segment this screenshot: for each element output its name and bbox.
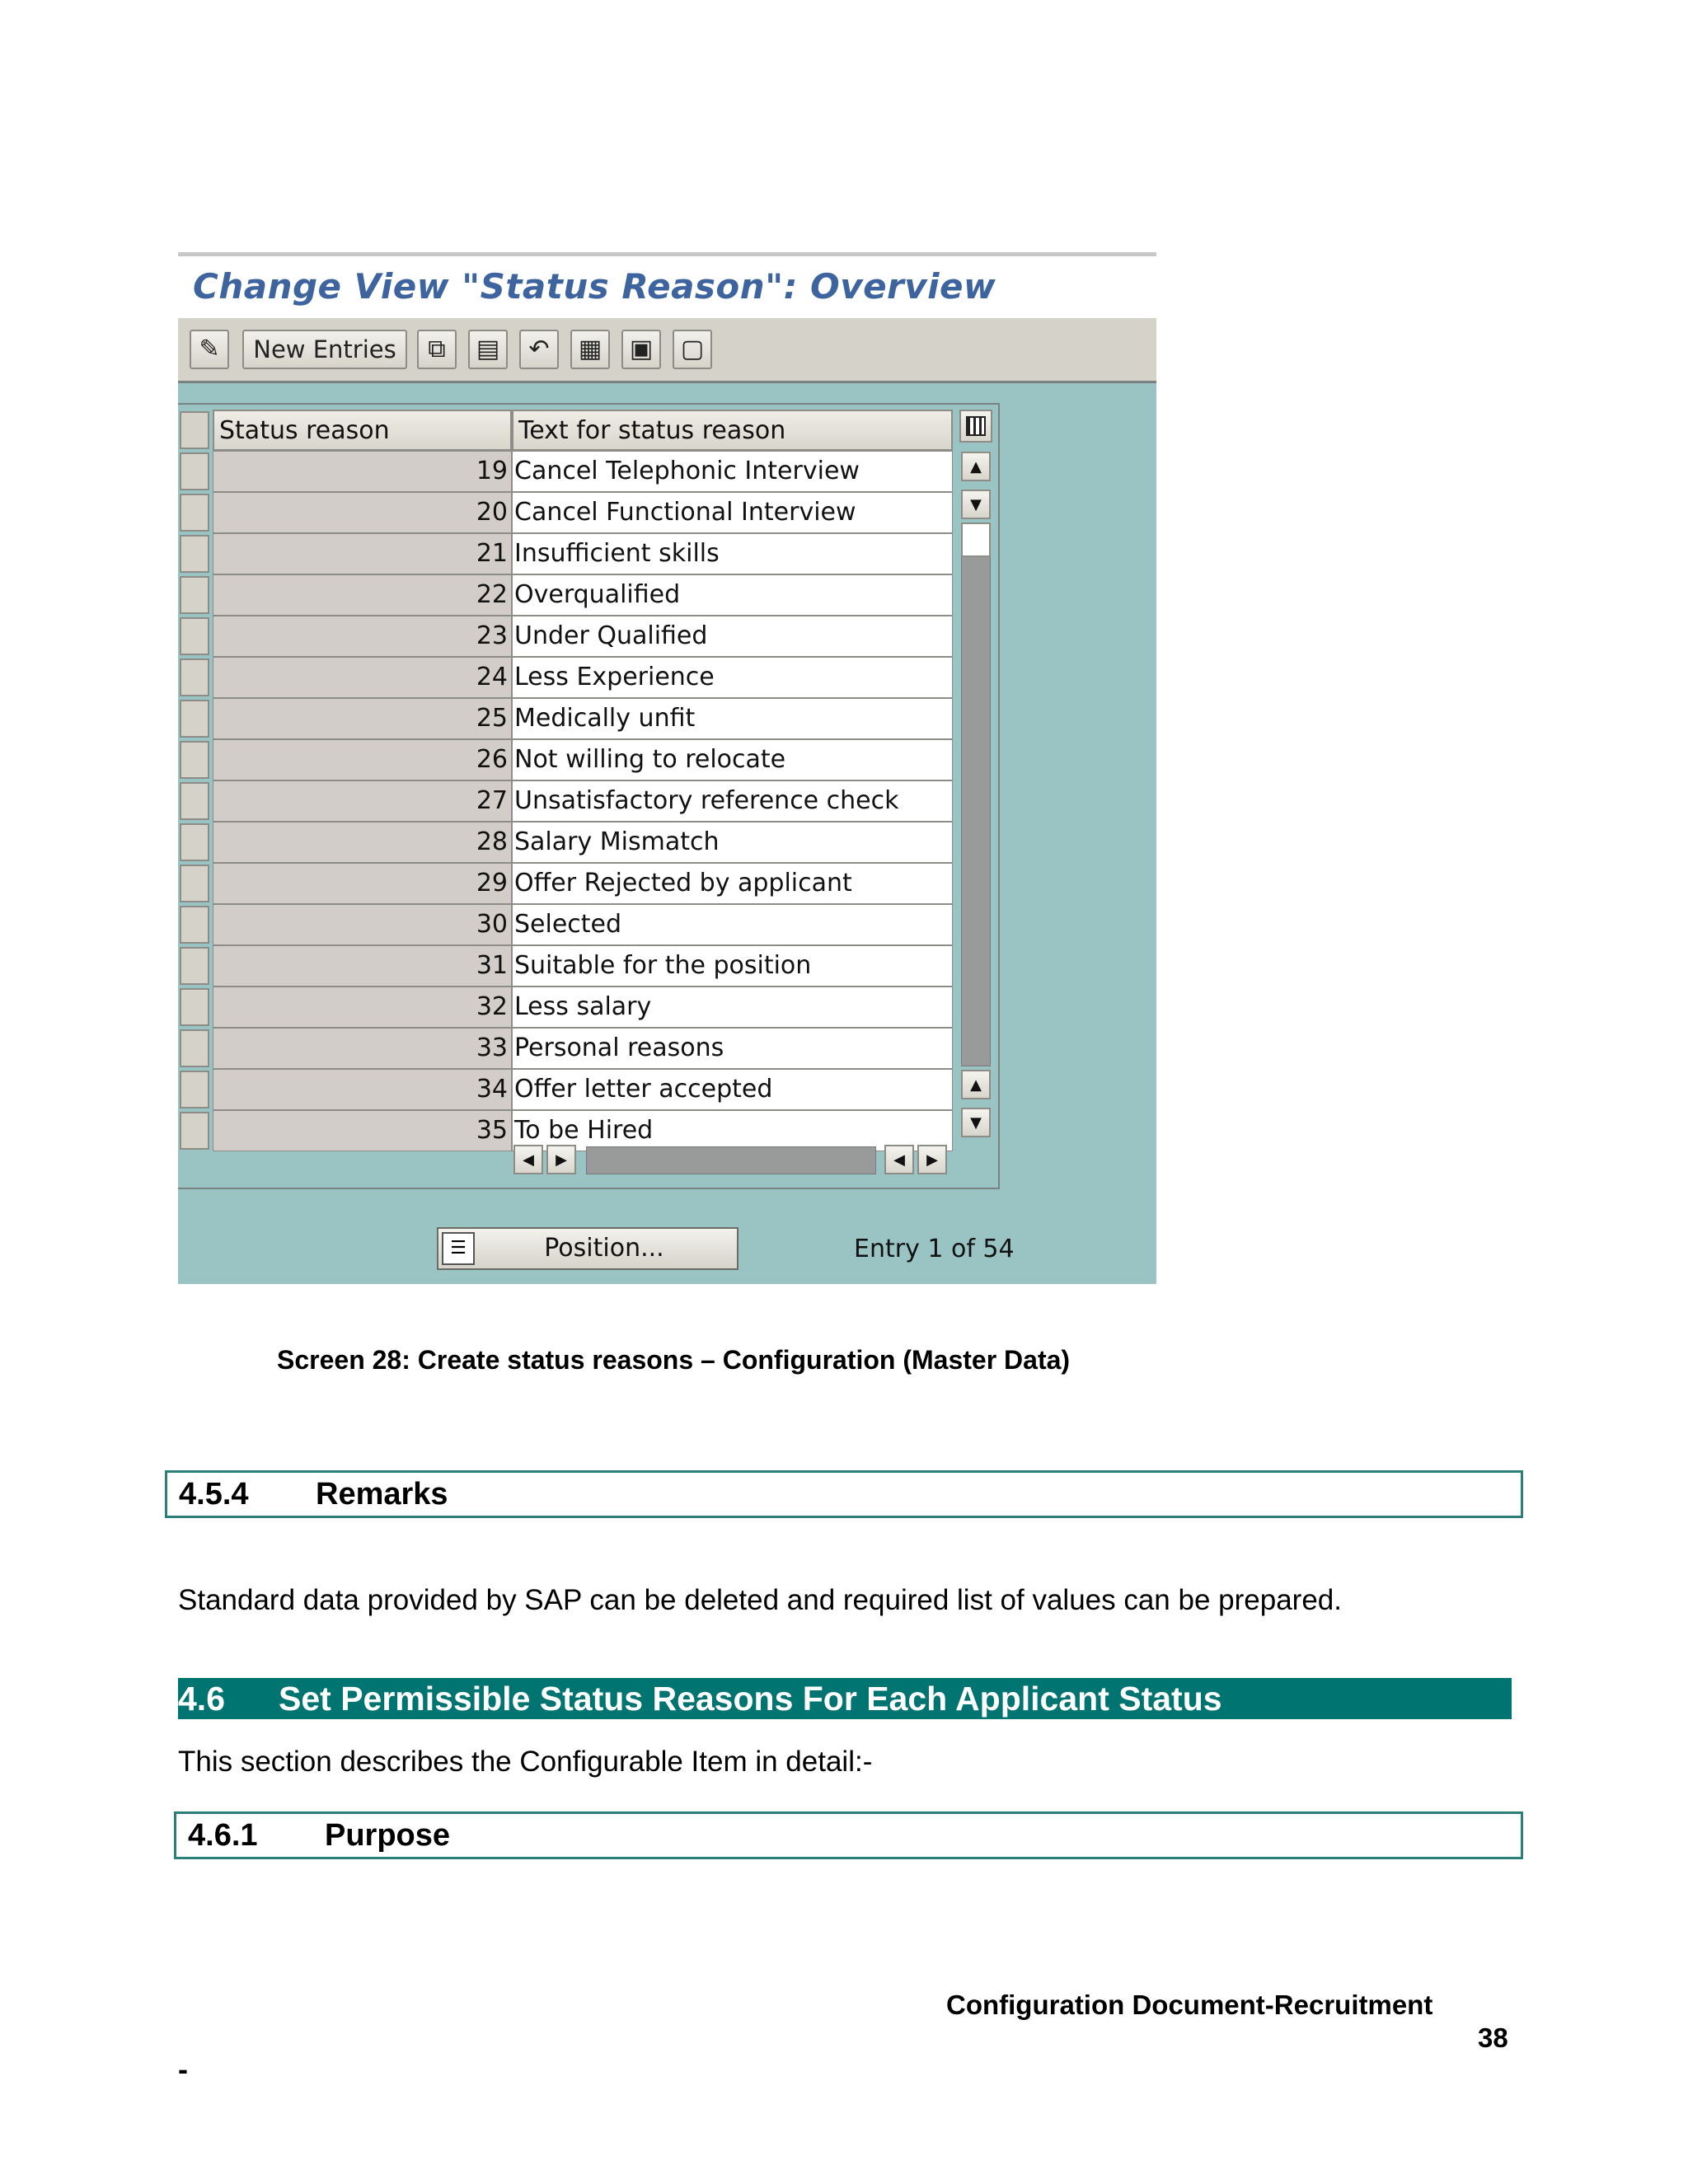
vertical-scrollbar[interactable] [959, 450, 992, 1141]
status-reason-code-cell: 24 [213, 657, 512, 698]
position-button-label: Position... [544, 1234, 664, 1263]
status-reason-text-field[interactable]: Offer Rejected by applicant [512, 863, 953, 904]
deselect-all-icon: ▢ [680, 335, 705, 363]
position-icon: ☰ [442, 1232, 475, 1265]
heading-title: Remarks [316, 1477, 448, 1511]
position-button[interactable] [437, 1227, 738, 1270]
table-control [178, 403, 1000, 1189]
scroll-thumb[interactable] [961, 523, 991, 557]
scroll-page-up-button[interactable] [961, 452, 991, 481]
table-row[interactable] [178, 616, 953, 657]
row-selector[interactable] [180, 865, 209, 902]
heading-number: 4.5.4 [179, 1477, 249, 1511]
scroll-line-up-button[interactable] [961, 490, 991, 519]
row-selector[interactable] [180, 823, 209, 861]
status-reason-text-field[interactable]: Cancel Functional Interview [512, 492, 953, 533]
row-selector[interactable] [180, 947, 209, 985]
row-selector[interactable] [180, 658, 209, 696]
table-row[interactable] [178, 780, 953, 822]
triangle-up-icon: ▲ [970, 457, 982, 476]
table-row[interactable] [178, 739, 953, 780]
page-number: 38 [1478, 2022, 1508, 2053]
status-reason-code-cell: 34 [213, 1069, 512, 1110]
table-row[interactable] [178, 1069, 953, 1110]
select-all-rows-button[interactable] [180, 411, 209, 449]
copy-button[interactable] [417, 330, 457, 369]
heading-4-6-banner [178, 1678, 1512, 1719]
status-reason-code-cell: 35 [213, 1110, 512, 1151]
row-selector[interactable] [180, 782, 209, 820]
row-selector[interactable] [180, 452, 209, 490]
status-reason-code-cell: 27 [213, 780, 512, 822]
table-row[interactable] [178, 1028, 953, 1069]
select-all-icon: ▦ [578, 335, 603, 363]
delete-icon: ▤ [476, 335, 500, 363]
status-reason-text-field[interactable]: Unsatisfactory reference check [512, 780, 953, 822]
table-row[interactable] [178, 492, 953, 533]
copy-icon: ⧉ [428, 335, 446, 363]
screen-title: Change View "Status Reason": Overview [193, 266, 996, 307]
row-selector[interactable] [180, 494, 209, 532]
table-row[interactable] [178, 863, 953, 904]
heading-number: 4.6.1 [188, 1818, 258, 1853]
entry-counter: Entry 1 of 54 [854, 1235, 1015, 1263]
row-selector[interactable] [180, 535, 209, 573]
table-row[interactable] [178, 987, 953, 1028]
new-entries-label: New Entries [253, 335, 396, 363]
status-reason-code-cell: 33 [213, 1028, 512, 1069]
column-settings-button[interactable] [959, 410, 992, 443]
horizontal-scrollbar[interactable] [512, 1143, 953, 1178]
status-reason-text-field[interactable]: Offer letter accepted [512, 1069, 953, 1110]
section-intro-paragraph: This section describes the Configurable Item in detail:- [178, 1746, 873, 1778]
undo-icon: ↶ [528, 335, 550, 363]
table-settings-icon [966, 416, 986, 436]
scroll-left-button[interactable] [513, 1145, 543, 1174]
row-selector[interactable] [180, 700, 209, 738]
heading-4-6-1 [174, 1811, 1523, 1859]
row-selector[interactable] [180, 906, 209, 944]
scroll-right-end-button[interactable] [917, 1145, 947, 1174]
scroll-right-button[interactable] [546, 1145, 576, 1174]
status-reason-text-field[interactable]: Not willing to relocate [512, 739, 953, 780]
scroll-left-end-button[interactable] [884, 1145, 914, 1174]
scroll-page-down-button[interactable] [961, 1108, 991, 1137]
triangle-left-icon: ◀ [893, 1151, 905, 1169]
undo-button[interactable] [519, 330, 559, 369]
select-block-icon: ▣ [629, 335, 654, 363]
status-reason-code-cell: 30 [213, 904, 512, 945]
status-reason-code-cell: 29 [213, 863, 512, 904]
table-row[interactable] [178, 533, 953, 574]
heading-number: 4.6 [178, 1680, 225, 1718]
table-row[interactable] [178, 451, 953, 492]
title-bar [178, 256, 1156, 318]
scroll-line-down-button[interactable] [961, 1070, 991, 1099]
status-reason-text-field[interactable]: Medically unfit [512, 698, 953, 739]
status-reason-text-field[interactable]: Insufficient skills [512, 533, 953, 574]
row-selector[interactable] [180, 617, 209, 655]
column-header-status-reason[interactable]: Status reason [213, 410, 512, 451]
status-reason-code-cell: 31 [213, 945, 512, 987]
deselect-all-button[interactable] [673, 330, 712, 369]
table-row[interactable] [178, 822, 953, 863]
horizontal-scroll-track[interactable] [586, 1146, 876, 1174]
status-reason-code-cell: 25 [213, 698, 512, 739]
row-selector[interactable] [180, 576, 209, 614]
status-reason-text-field[interactable]: Personal reasons [512, 1028, 953, 1069]
select-block-button[interactable] [621, 330, 661, 369]
triangle-right-icon: ▶ [556, 1151, 567, 1169]
triangle-down-icon: ▼ [970, 495, 982, 513]
table-row[interactable] [178, 698, 953, 739]
delete-button[interactable] [468, 330, 508, 369]
triangle-left-icon: ◀ [523, 1151, 534, 1169]
remarks-paragraph: Standard data provided by SAP can be deleted and required list of values can be prepared. [178, 1584, 1342, 1616]
sap-screenshot [178, 252, 1156, 1284]
status-reason-code-cell: 28 [213, 822, 512, 863]
select-all-button[interactable] [570, 330, 610, 369]
status-reason-text-field[interactable]: Under Qualified [512, 616, 953, 657]
footer-dash: - [178, 2052, 188, 2086]
figure-caption: Screen 28: Create status reasons – Configuration (Master Data) [277, 1345, 1071, 1375]
scroll-track[interactable] [961, 523, 991, 1066]
table-header-row [178, 410, 953, 451]
new-entries-button[interactable] [242, 330, 407, 369]
status-reason-text-field[interactable]: Selected [512, 904, 953, 945]
row-selector[interactable] [180, 1112, 209, 1150]
triangle-right-icon: ▶ [926, 1151, 938, 1169]
status-reason-text-field[interactable]: Suitable for the position [512, 945, 953, 987]
table-row[interactable] [178, 574, 953, 616]
status-reason-code-cell: 26 [213, 739, 512, 780]
status-reason-text-field[interactable]: Salary Mismatch [512, 822, 953, 863]
status-reason-text-field[interactable]: Less salary [512, 987, 953, 1028]
status-reason-code-cell: 22 [213, 574, 512, 616]
application-toolbar [178, 318, 1156, 383]
heading-title: Set Permissible Status Reasons For Each Applicant Status [279, 1680, 1222, 1718]
heading-title: Purpose [325, 1818, 451, 1853]
status-reason-code-cell: 23 [213, 616, 512, 657]
table-row[interactable] [178, 945, 953, 987]
column-header-text[interactable]: Text for status reason [512, 410, 953, 451]
status-reason-code-cell: 20 [213, 492, 512, 533]
status-reason-text-field[interactable]: Cancel Telephonic Interview [512, 451, 953, 492]
row-selector[interactable] [180, 1029, 209, 1067]
status-reason-text-field[interactable]: Less Experience [512, 657, 953, 698]
status-reason-text-field[interactable]: Overqualified [512, 574, 953, 616]
status-reason-code-cell: 21 [213, 533, 512, 574]
status-reason-text-field[interactable]: To be Hired [512, 1110, 953, 1151]
status-reason-code-cell: 19 [213, 451, 512, 492]
triangle-up-icon: ▲ [970, 1076, 982, 1094]
triangle-down-icon: ▼ [970, 1113, 982, 1132]
heading-4-5-4 [165, 1470, 1523, 1518]
row-selector[interactable] [180, 988, 209, 1026]
table-row[interactable] [178, 657, 953, 698]
row-selector[interactable] [180, 1071, 209, 1108]
table-row[interactable] [178, 904, 953, 945]
row-selector[interactable] [180, 741, 209, 779]
edit-glasses-icon: ✎ [199, 335, 220, 363]
display-change-button[interactable] [190, 330, 229, 369]
footer-document-title: Configuration Document-Recruitment [946, 1990, 1433, 2020]
status-reason-code-cell: 32 [213, 987, 512, 1028]
